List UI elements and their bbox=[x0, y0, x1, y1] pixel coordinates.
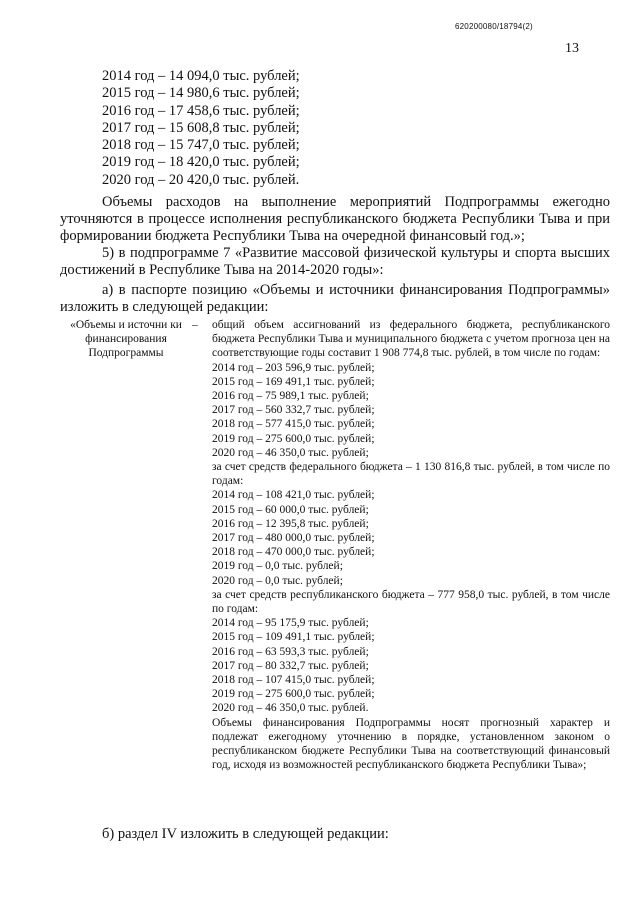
paragraph-passport-item: а) в паспорте позицию «Объемы и источники финансирования Подпрограммы» изложить в следующей редакции: bbox=[60, 282, 610, 315]
federal-year: 2020 год – 0,0 тыс. рублей; bbox=[212, 574, 343, 587]
paragraph-expense-note: Объемы расходов на выполнение мероприятий Подпрограммы ежегодно уточняются в процессе исполнения республиканского бюджета Республики Тыва и при формировании бюджета Республики Тыва на очередной финансовый год.»; bbox=[60, 194, 610, 244]
year-line: 2014 год – 14 094,0 тыс. рублей; bbox=[102, 68, 300, 84]
federal-year: 2019 год – 0,0 тыс. рублей; bbox=[212, 560, 343, 573]
total-year: 2016 год – 75 989,1 тыс. рублей; bbox=[212, 390, 369, 403]
federal-year: 2018 год – 470 000,0 тыс. рублей; bbox=[212, 546, 375, 559]
total-year: 2017 год – 560 332,7 тыс. рублей; bbox=[212, 404, 375, 417]
year-line: 2016 год – 17 458,6 тыс. рублей; bbox=[102, 102, 300, 119]
passport-item-content bbox=[212, 318, 610, 773]
republic-year: 2015 год – 109 491,1 тыс. рублей; bbox=[212, 631, 375, 644]
passport-item-label: «Объемы и источни ки финансирования Подпрограммы bbox=[70, 319, 182, 360]
republic-year: 2020 год – 46 350,0 тыс. рублей. bbox=[212, 702, 369, 715]
paragraph-section-iv: б) раздел IV изложить в следующей редакции: bbox=[102, 826, 389, 842]
republic-year: 2016 год – 63 593,3 тыс. рублей; bbox=[212, 645, 369, 658]
total-year: 2015 год – 169 491,1 тыс. рублей; bbox=[212, 375, 375, 388]
republic-intro: за счет средств республиканского бюджета – 777 958,0 тыс. рублей, в том числе по годам: bbox=[212, 588, 610, 616]
federal-intro: за счет средств федерального бюджета – 1 130 816,8 тыс. рублей, в том числе по годам: bbox=[212, 461, 610, 488]
document-id: 620200080/18794(2) bbox=[455, 22, 533, 31]
republic-year: 2017 год – 80 332,7 тыс. рублей; bbox=[212, 659, 369, 672]
total-year: 2014 год – 203 596,9 тыс. рублей; bbox=[212, 361, 375, 374]
republic-year: 2014 год – 95 175,9 тыс. рублей; bbox=[212, 617, 369, 630]
year-line: 2017 год – 15 608,8 тыс. рублей; bbox=[102, 119, 300, 136]
year-line: 2015 год – 14 980,6 тыс. рублей; bbox=[102, 85, 300, 102]
total-year: 2020 год – 46 350,0 тыс. рублей; bbox=[212, 446, 369, 459]
page-number: 13 bbox=[565, 41, 579, 56]
republic-year: 2018 год – 107 415,0 тыс. рублей; bbox=[212, 674, 375, 687]
closing-note: Объемы финансирования Подпрограммы носят прогнозный характер и подлежат ежегодному уточнению в порядке, установленном законом о республиканском бюджете Республики Тыва на соответствующий финансовый год, исходя из возможностей республиканского бюджета Республики Тыва»; bbox=[212, 716, 610, 772]
year-line: 2019 год – 18 420,0 тыс. рублей; bbox=[102, 154, 300, 171]
year-line: 2020 год – 20 420,0 тыс. рублей. bbox=[102, 171, 300, 188]
federal-year: 2015 год – 60 000,0 тыс. рублей; bbox=[212, 503, 369, 516]
passport-dash: – bbox=[192, 319, 198, 331]
total-year: 2019 год – 275 600,0 тыс. рублей; bbox=[212, 432, 375, 445]
republic-year: 2019 год – 275 600,0 тыс. рублей; bbox=[212, 688, 375, 701]
federal-year: 2014 год – 108 421,0 тыс. рублей; bbox=[212, 489, 375, 502]
top-year-list bbox=[102, 68, 300, 189]
paragraph-subprogram-7: 5) в подпрограмме 7 «Развитие массовой физической культуры и спорта высших достижений в Республике Тыва на 2014-2020 годы»: bbox=[60, 245, 610, 278]
total-year: 2018 год – 577 415,0 тыс. рублей; bbox=[212, 418, 375, 431]
federal-year: 2016 год – 12 395,8 тыс. рублей; bbox=[212, 517, 369, 530]
federal-year: 2017 год – 480 000,0 тыс. рублей; bbox=[212, 532, 375, 545]
year-line: 2018 год – 15 747,0 тыс. рублей; bbox=[102, 137, 300, 154]
total-intro: общий объем ассигнований из федерального бюджета, республиканского бюджета Республики Тыва и муниципального бюджета с учетом прогноза цен на соответствующие годы составит 1 908 774,8 тыс. рублей, в том числе по годам: bbox=[212, 319, 610, 360]
